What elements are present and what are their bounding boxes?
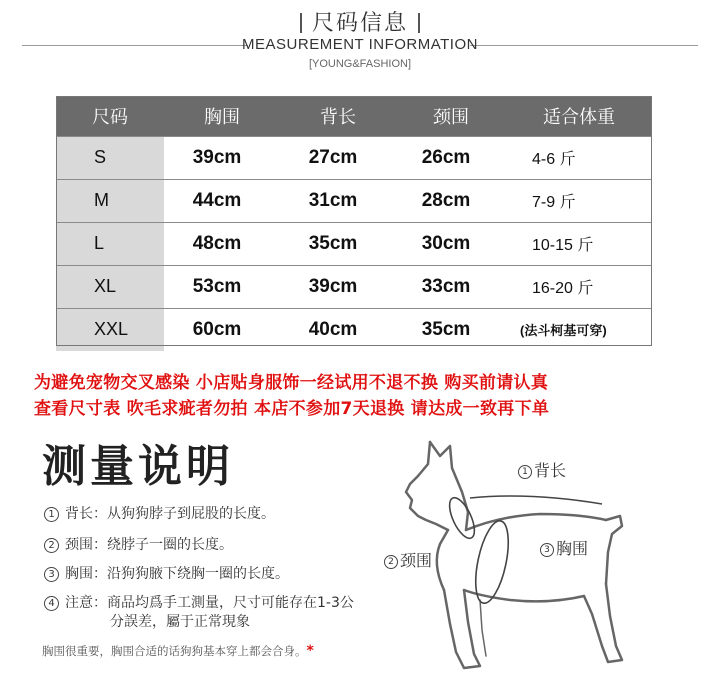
header-tagline: [YOUNG&FASHION] xyxy=(308,58,412,70)
cell-chest: 44cm xyxy=(164,179,280,222)
back-length-text: 背长 xyxy=(534,461,567,480)
measure-item-text: 注意：商品均爲手工測量，尺寸可能存在1-3公 xyxy=(65,595,354,611)
measure-item-neck xyxy=(44,534,233,554)
back-length-label xyxy=(518,458,566,481)
cell-size: S xyxy=(56,136,164,179)
table-row xyxy=(56,308,652,351)
size-table xyxy=(56,96,652,351)
measure-item-text: 胸围：沿狗狗腋下绕胸一圈的长度。 xyxy=(65,566,289,582)
col-header-chest: 胸围 xyxy=(164,96,280,136)
number-badge: 3 xyxy=(44,567,59,582)
cell-neck: 26cm xyxy=(396,136,506,179)
number-badge: 4 xyxy=(44,596,59,611)
cell-neck: 35cm xyxy=(396,308,506,351)
cell-back: 35cm xyxy=(280,222,396,265)
col-header-size: 尺码 xyxy=(56,96,164,136)
number-badge: 1 xyxy=(44,507,59,522)
measure-item-text: 颈围：绕脖子一圈的长度。 xyxy=(65,537,233,553)
notice-line-1: 为避免宠物交叉感染 小店贴身服饰一经试用不退不换 购买前请认真 xyxy=(34,373,549,393)
number-badge: 2 xyxy=(384,555,398,569)
cell-weight: 10-15 斤 xyxy=(506,222,652,265)
table-row xyxy=(56,179,652,222)
number-badge: 2 xyxy=(44,538,59,553)
chest-text: 胸围 xyxy=(556,539,589,558)
number-badge: 3 xyxy=(540,543,554,557)
cell-size: L xyxy=(56,222,164,265)
table-row xyxy=(56,265,652,308)
title-divider-right xyxy=(418,13,420,33)
cell-size: M xyxy=(56,179,164,222)
chest-label xyxy=(540,536,588,559)
title-divider-left xyxy=(300,13,302,33)
header-subtitle: MEASUREMENT INFORMATION xyxy=(242,36,478,53)
cell-size: XL xyxy=(56,265,164,308)
cell-back: 31cm xyxy=(280,179,396,222)
cell-back: 27cm xyxy=(280,136,396,179)
footnote-asterisk: * xyxy=(306,643,314,659)
notice-line-2: 查看尺寸表 吹毛求疵者勿拍 本店不参加7天退换 请达成一致再下单 xyxy=(34,399,550,419)
measure-item-note xyxy=(44,592,354,612)
neck-label xyxy=(384,548,432,571)
cell-chest: 53cm xyxy=(164,265,280,308)
measure-note-continued: 分誤差，屬于正常現象 xyxy=(110,614,250,630)
table-row xyxy=(56,222,652,265)
cell-size: XXL xyxy=(56,308,164,351)
neck-text: 颈围 xyxy=(400,551,433,570)
cell-chest: 48cm xyxy=(164,222,280,265)
cell-back: 40cm xyxy=(280,308,396,351)
col-header-weight: 适合体重 xyxy=(506,96,652,136)
footnote-text: 胸围很重要，胸围合适的话狗狗基本穿上都会合身。 xyxy=(42,644,307,658)
cell-neck: 33cm xyxy=(396,265,506,308)
measure-item-chest xyxy=(44,563,289,583)
header-title-text: 尺码信息 xyxy=(311,11,408,36)
number-badge: 1 xyxy=(518,465,532,479)
cell-weight: 7-9 斤 xyxy=(506,179,652,222)
col-header-neck: 颈围 xyxy=(396,96,506,136)
cell-back: 39cm xyxy=(280,265,396,308)
cell-chest: 60cm xyxy=(164,308,280,351)
cell-neck: 30cm xyxy=(396,222,506,265)
measure-item-back xyxy=(44,503,275,523)
cell-weight: 16-20 斤 xyxy=(506,265,652,308)
measure-title: 测量说明 xyxy=(42,441,234,492)
table-header-row xyxy=(56,96,652,136)
dog-diagram xyxy=(370,434,700,684)
footnote xyxy=(42,643,314,659)
cell-chest: 39cm xyxy=(164,136,280,179)
measure-item-text: 背长：从狗狗脖子到屁股的长度。 xyxy=(65,506,275,522)
cell-neck: 28cm xyxy=(396,179,506,222)
header-title xyxy=(0,6,720,37)
table-row xyxy=(56,136,652,179)
col-header-back: 背长 xyxy=(280,96,396,136)
cell-weight: 4-6 斤 xyxy=(506,136,652,179)
cell-weight: (法斗柯基可穿) xyxy=(506,308,652,351)
